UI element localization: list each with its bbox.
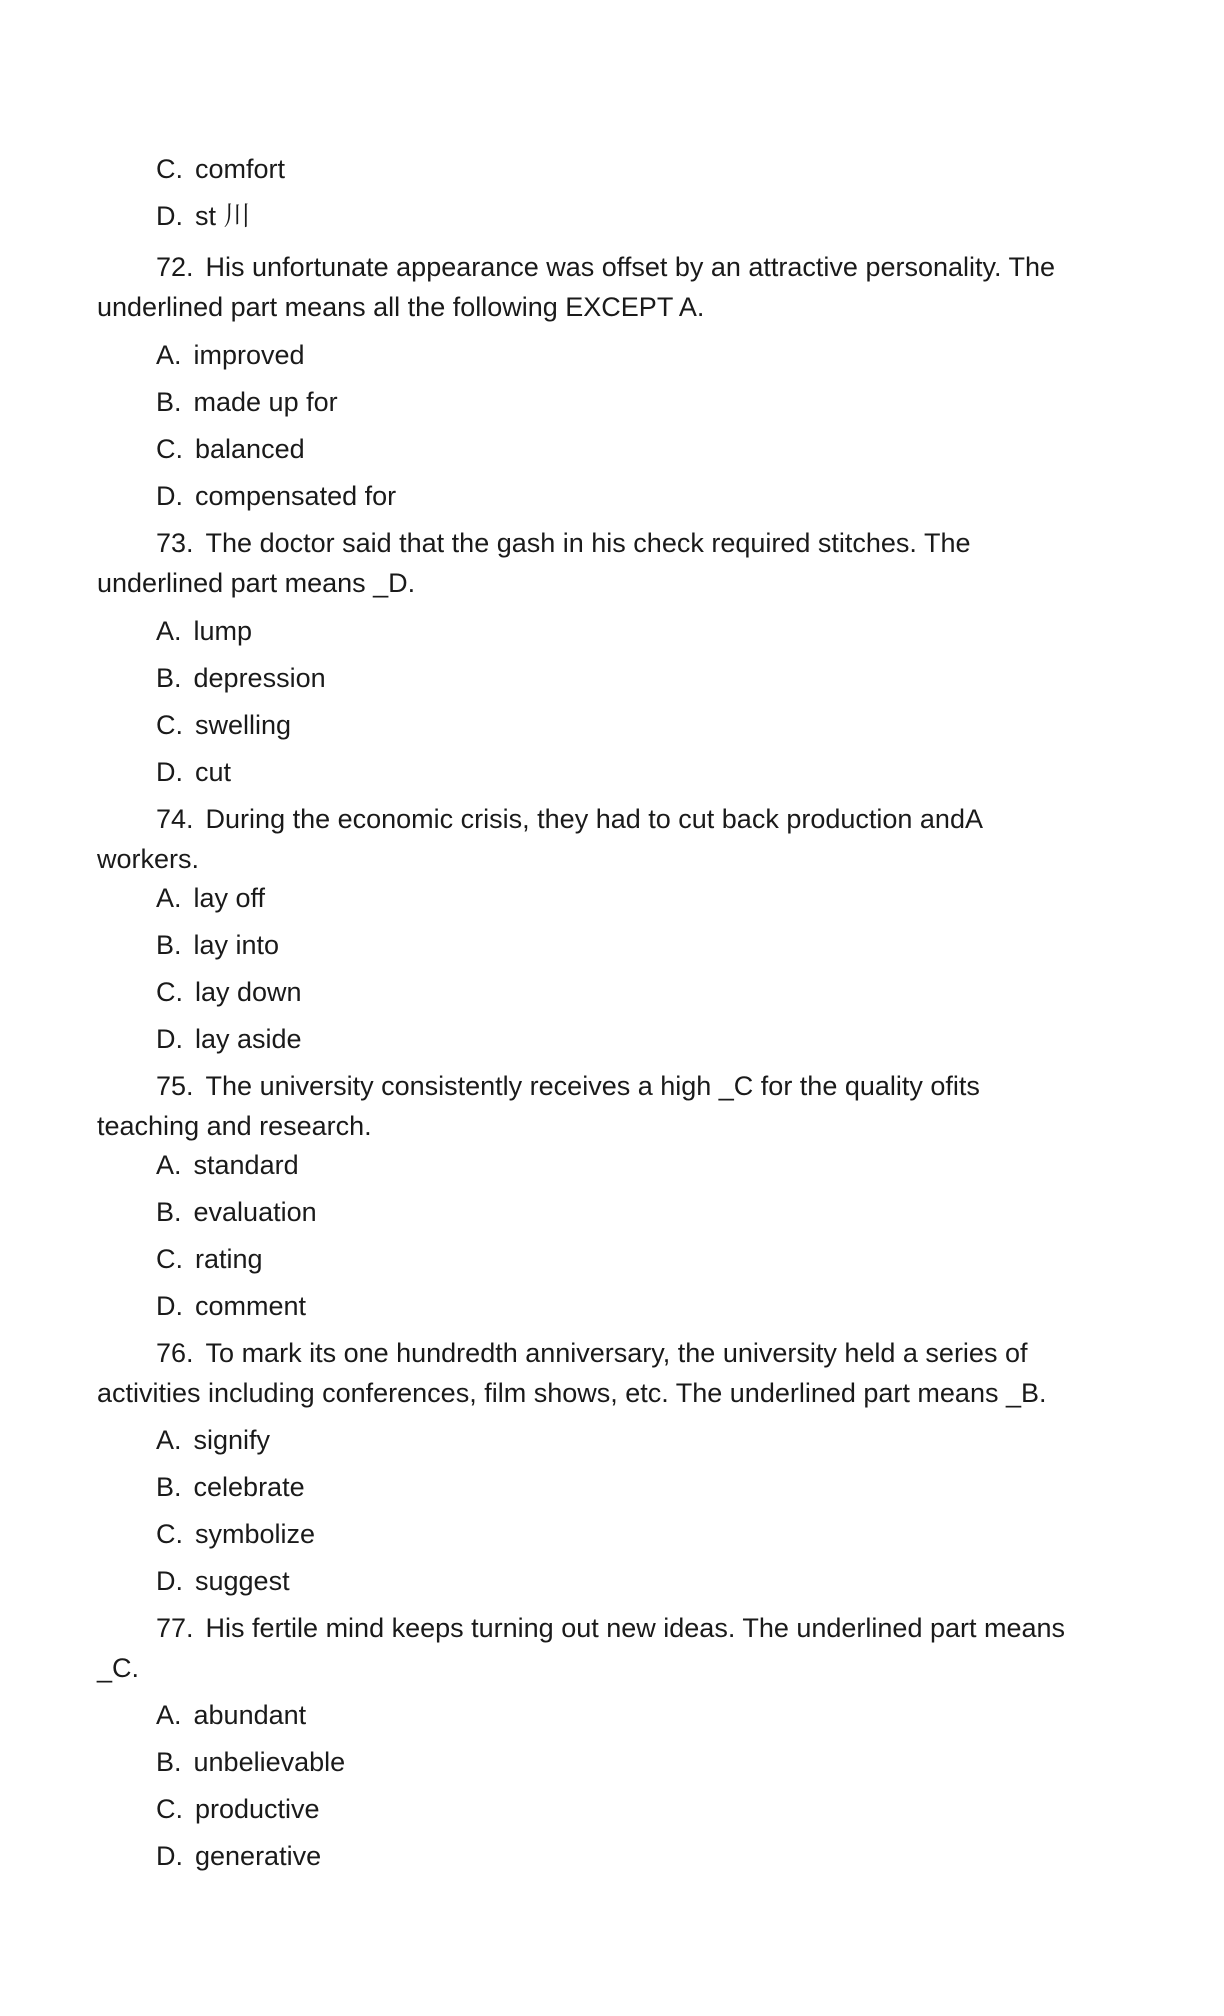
question-stem bbox=[156, 1337, 1027, 1369]
option-letter: A. bbox=[156, 1700, 182, 1730]
option-text: suggest bbox=[195, 1566, 290, 1596]
option-line bbox=[156, 1290, 306, 1322]
option-letter: C. bbox=[156, 154, 183, 184]
option-letter: A. bbox=[156, 1150, 182, 1180]
option-line bbox=[156, 433, 305, 465]
option-letter: D. bbox=[156, 201, 183, 231]
option-letter: C. bbox=[156, 977, 183, 1007]
option-text: productive bbox=[195, 1794, 320, 1824]
question-stem-continuation: underlined part means all the following EXCEPT A. bbox=[97, 292, 705, 322]
option-text: symbolize bbox=[195, 1519, 316, 1549]
question-number: 73. bbox=[156, 528, 194, 558]
question-text: The university consistently receives a high _C for the quality ofits bbox=[205, 1071, 980, 1101]
option-text: balanced bbox=[195, 434, 305, 464]
question-text: His unfortunate appearance was offset by an attractive personality. The bbox=[205, 252, 1056, 282]
option-line bbox=[156, 1840, 321, 1872]
option-letter: B. bbox=[156, 1197, 182, 1227]
option-letter: B. bbox=[156, 663, 182, 693]
option-line bbox=[156, 1518, 315, 1550]
option-letter: D. bbox=[156, 1024, 183, 1054]
question-stem bbox=[156, 1612, 1065, 1644]
question-stem bbox=[156, 1070, 980, 1102]
option-letter: D. bbox=[156, 1566, 183, 1596]
option-text: lay down bbox=[195, 977, 302, 1007]
question-stem-continuation: teaching and research. bbox=[97, 1111, 372, 1141]
question-stem bbox=[156, 527, 970, 559]
option-text: made up for bbox=[193, 387, 338, 417]
option-line bbox=[156, 200, 251, 232]
option-letter: C. bbox=[156, 1794, 183, 1824]
option-text: celebrate bbox=[193, 1472, 305, 1502]
question-text: To mark its one hundredth anniversary, the university held a series of bbox=[205, 1338, 1028, 1368]
option-letter: A. bbox=[156, 1425, 182, 1455]
question-stem bbox=[156, 251, 1055, 283]
option-letter: B. bbox=[156, 387, 182, 417]
option-text: standard bbox=[193, 1150, 299, 1180]
option-line bbox=[156, 756, 231, 788]
question-text: The doctor said that the gash in his check required stitches. The bbox=[205, 528, 971, 558]
option-text: generative bbox=[195, 1841, 322, 1871]
option-line bbox=[156, 929, 279, 961]
option-text: lay into bbox=[193, 930, 280, 960]
question-stem-continuation: activities including conferences, film shows, etc. The underlined part means _B. bbox=[97, 1378, 1047, 1408]
option-line bbox=[156, 976, 302, 1008]
question-stem-continuation: _C. bbox=[97, 1653, 140, 1683]
option-line bbox=[156, 1243, 263, 1275]
option-line bbox=[156, 1699, 306, 1731]
question-stem-continuation: workers. bbox=[97, 844, 200, 874]
question-text: During the economic crisis, they had to cut back production andA bbox=[205, 804, 983, 834]
option-text: rating bbox=[195, 1244, 263, 1274]
option-letter: A. bbox=[156, 616, 182, 646]
option-line bbox=[156, 480, 396, 512]
option-line bbox=[156, 882, 265, 914]
option-letter: C. bbox=[156, 710, 183, 740]
option-line bbox=[156, 339, 305, 371]
option-line bbox=[156, 1565, 290, 1597]
option-line bbox=[156, 1149, 299, 1181]
option-letter: D. bbox=[156, 481, 183, 511]
option-line bbox=[156, 1196, 317, 1228]
option-text: signify bbox=[193, 1425, 271, 1455]
option-text: evaluation bbox=[193, 1197, 317, 1227]
option-line bbox=[156, 1471, 305, 1503]
option-line bbox=[156, 1023, 302, 1055]
option-text: unbelievable bbox=[193, 1747, 346, 1777]
question-stem bbox=[156, 803, 983, 835]
option-letter: C. bbox=[156, 1519, 183, 1549]
option-letter: A. bbox=[156, 340, 182, 370]
question-stem-continuation: underlined part means _D. bbox=[97, 568, 416, 598]
option-text: swelling bbox=[195, 710, 292, 740]
option-text: comfort bbox=[195, 154, 286, 184]
option-line bbox=[156, 153, 285, 185]
option-letter: A. bbox=[156, 883, 182, 913]
option-line bbox=[156, 386, 338, 418]
option-text: cut bbox=[195, 757, 232, 787]
option-letter: D. bbox=[156, 1291, 183, 1321]
option-text: st 川 bbox=[195, 201, 251, 231]
option-letter: C. bbox=[156, 434, 183, 464]
option-text: comment bbox=[195, 1291, 307, 1321]
option-line bbox=[156, 709, 291, 741]
option-letter: B. bbox=[156, 1747, 182, 1777]
question-number: 77. bbox=[156, 1613, 194, 1643]
option-letter: C. bbox=[156, 1244, 183, 1274]
question-number: 74. bbox=[156, 804, 194, 834]
option-letter: D. bbox=[156, 757, 183, 787]
option-text: compensated for bbox=[195, 481, 397, 511]
option-text: improved bbox=[193, 340, 305, 370]
question-text: His fertile mind keeps turning out new ideas. The underlined part means bbox=[205, 1613, 1066, 1643]
question-number: 72. bbox=[156, 252, 194, 282]
option-text: depression bbox=[193, 663, 326, 693]
option-line bbox=[156, 662, 326, 694]
option-letter: B. bbox=[156, 1472, 182, 1502]
option-text: lump bbox=[193, 616, 253, 646]
option-line bbox=[156, 615, 252, 647]
option-line bbox=[156, 1746, 345, 1778]
question-number: 76. bbox=[156, 1338, 194, 1368]
option-text: lay aside bbox=[195, 1024, 302, 1054]
question-number: 75. bbox=[156, 1071, 194, 1101]
option-text: lay off bbox=[193, 883, 266, 913]
option-line bbox=[156, 1424, 270, 1456]
option-letter: B. bbox=[156, 930, 182, 960]
option-text: abundant bbox=[193, 1700, 307, 1730]
option-letter: D. bbox=[156, 1841, 183, 1871]
option-line bbox=[156, 1793, 320, 1825]
